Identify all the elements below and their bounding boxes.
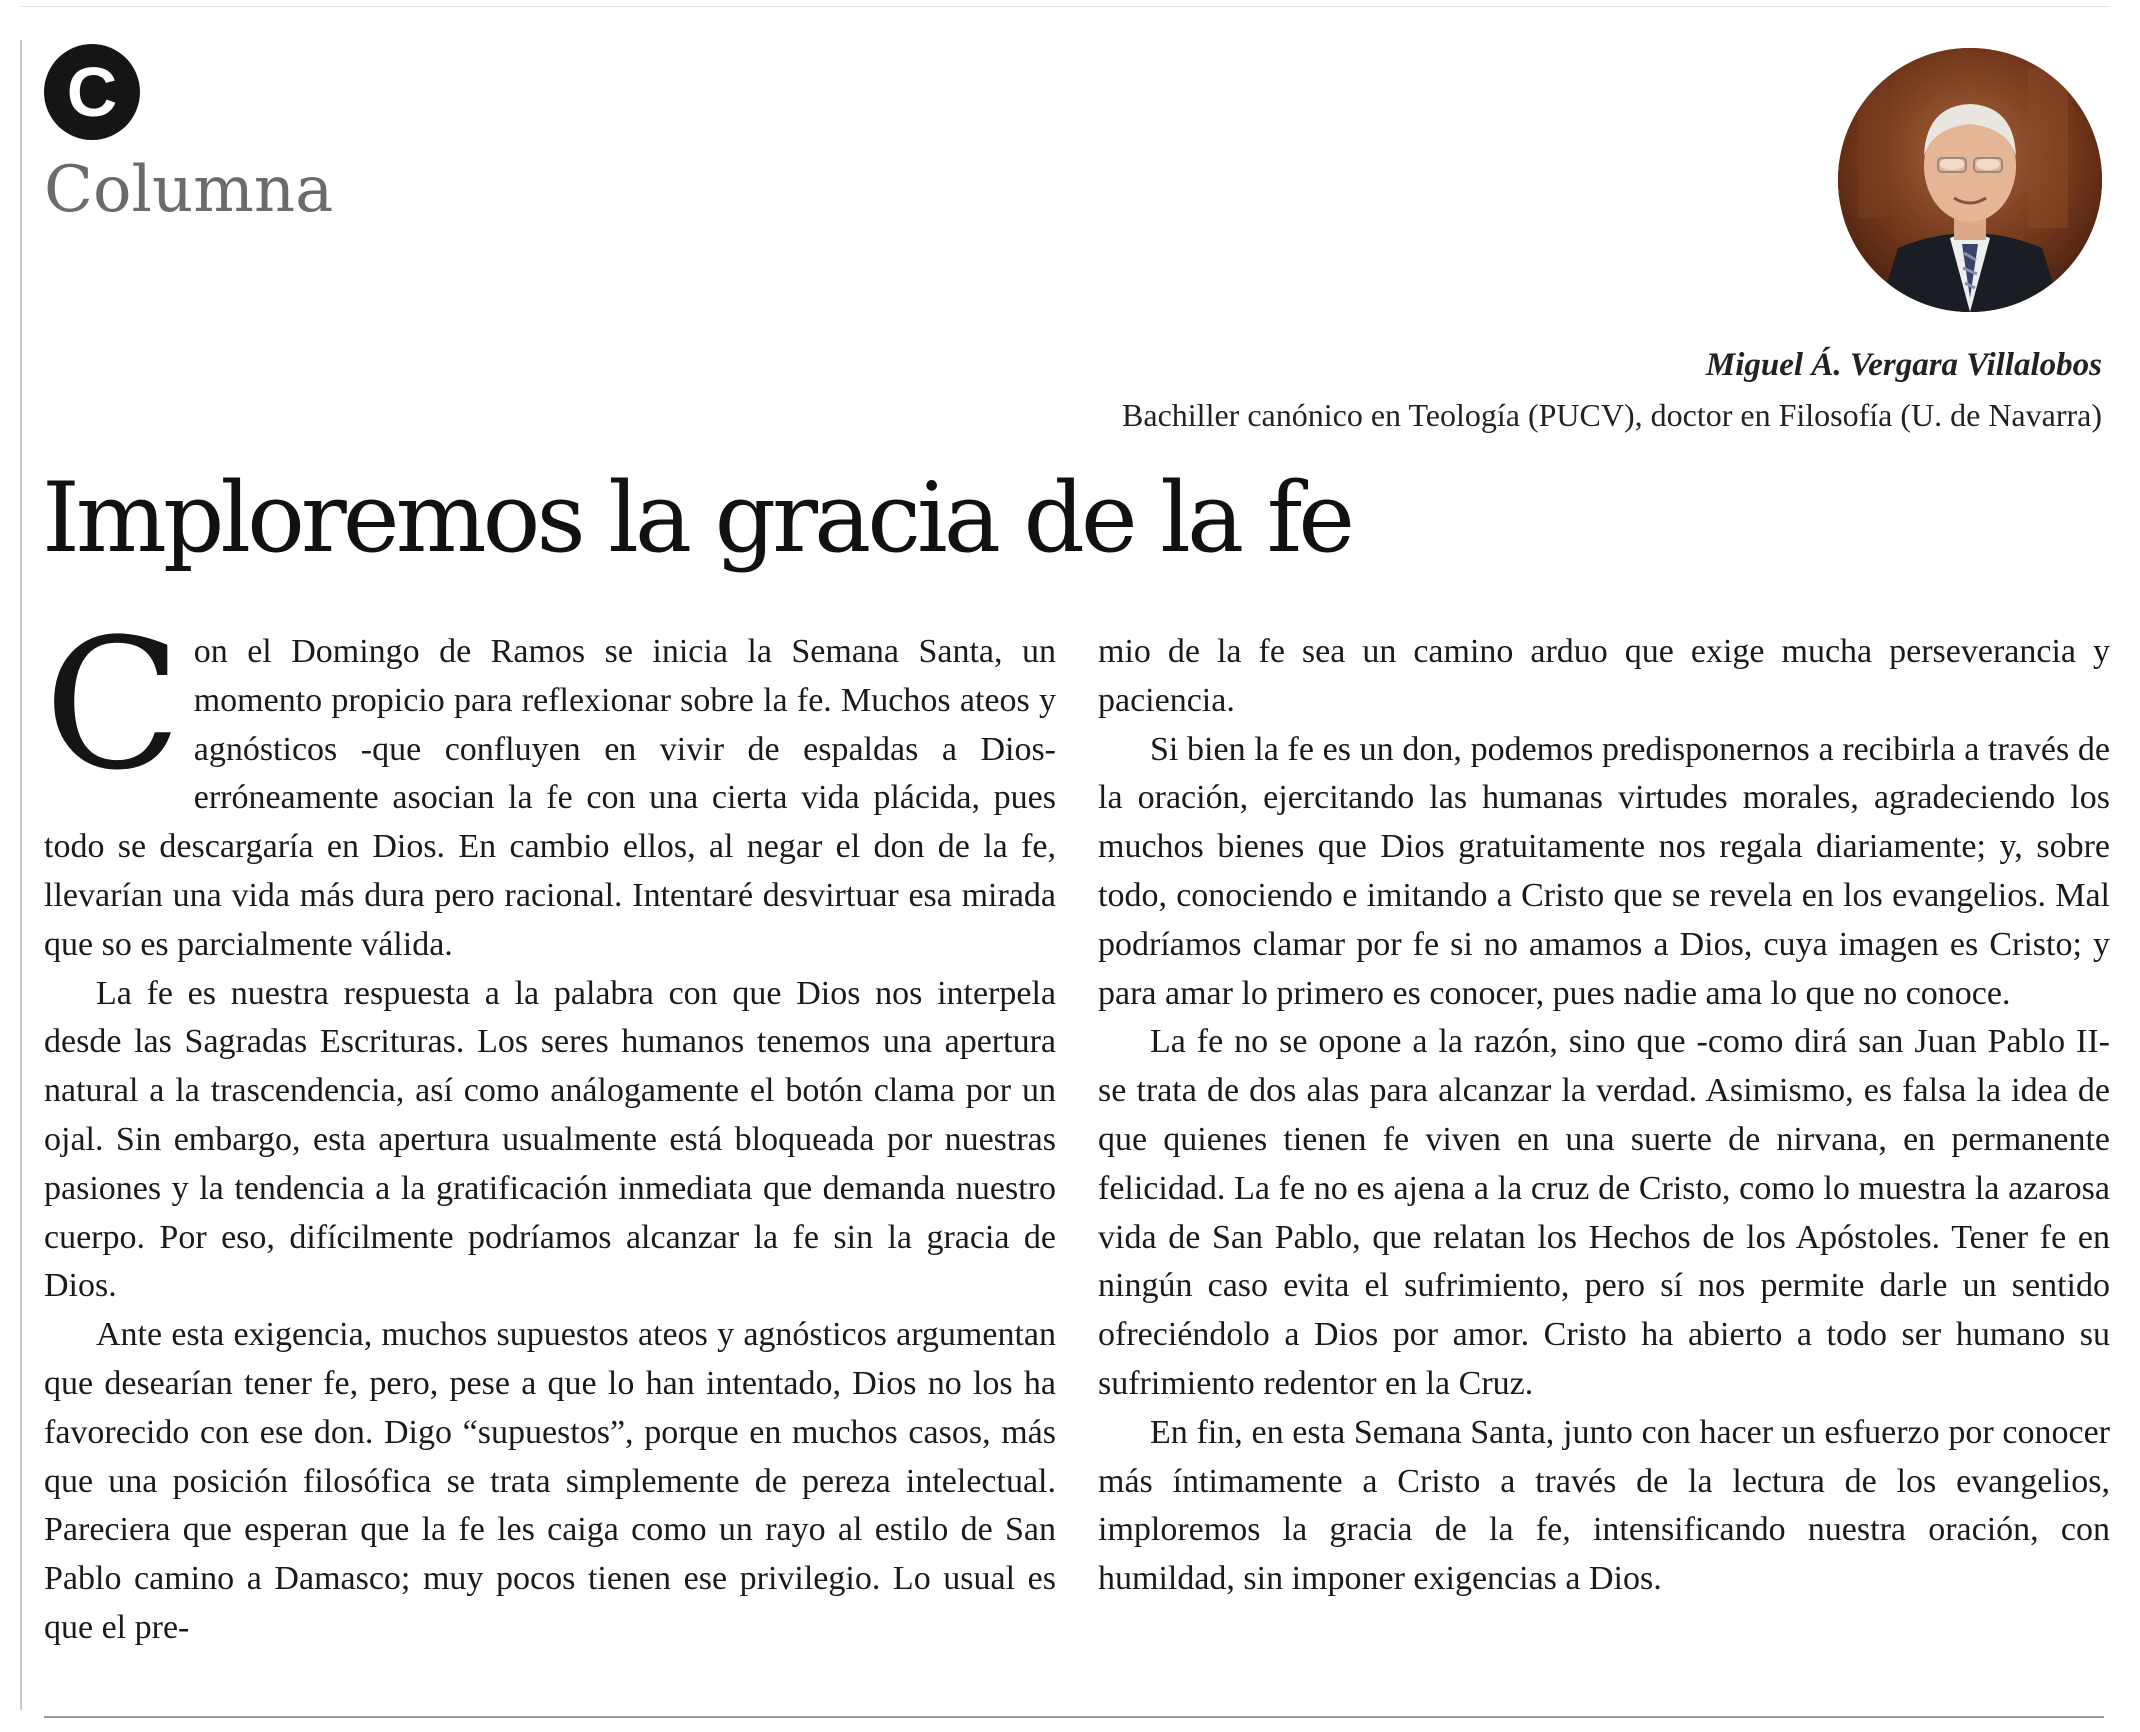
left-margin-rule bbox=[20, 40, 22, 1710]
section-badge-letter: C bbox=[66, 53, 118, 131]
author-name: Miguel Á. Vergara Villalobos bbox=[1705, 347, 2102, 383]
bottom-divider bbox=[44, 1716, 2104, 1718]
author-credentials: Bachiller canónico en Teología (PUCV), doctor en Filosofía (U. de Navarra) bbox=[1122, 397, 2102, 433]
article-paragraph: Ante esta exigencia, muchos supuestos ateos y agnósticos argumentan que desearían tener fe, pero, pese a que lo han intentado, Dios no los ha favorecido con ese don. Digo “supuestos”, porque en muchos casos, más que una posición filosófica se trata simplemente de pereza intelectual. Pareciera que esperan que la fe les caiga como un rayo al estilo de San Pablo camino a Damasco; muy pocos tienen ese privilegio. Lo usual es que el pre- bbox=[44, 1316, 1056, 1646]
article-paragraph: La fe no se opone a la razón, sino que -como dirá san Juan Pablo II- se trata de dos alas para alcanzar la verdad. Asimismo, es falsa la idea de que quienes tienen fe viven en una suerte de nirvana, en permanente felicidad. La fe no es ajena a la cruz de Cristo, como lo muestra la azarosa vida de San Pablo, que relatan los Hechos de los Apóstoles. Tener fe en ningún caso evita el sufrimiento, pero sí nos permite darle un sentido ofreciéndolo a Dios por amor. Cristo ha abierto a todo ser humano su sufrimiento redentor en la Cruz. bbox=[1098, 1023, 2110, 1402]
author-portrait-icon bbox=[1838, 48, 2102, 312]
article-paragraph: La fe es nuestra respuesta a la palabra con que Dios nos interpela desde las Sagradas Escrituras. Los seres humanos tenemos una apertura natural a la trascendencia, así como análogamente el botón clama por un ojal. Sin embargo, esta apertura usualmente está bloqueada por nuestras pasiones y la tendencia a la gratificación inmediata que demanda nuestro cuerpo. Por eso, difícilmente podríamos alcanzar la fe sin la gracia de Dios. bbox=[44, 974, 1056, 1305]
top-divider bbox=[20, 6, 2110, 7]
article-column-right bbox=[1098, 628, 2110, 1604]
article-paragraph: mio de la fe sea un camino arduo que exige mucha perseverancia y paciencia. bbox=[1098, 633, 2110, 719]
author-photo bbox=[1838, 48, 2102, 312]
paragraph-text: on el Domingo de Ramos se inicia la Semana Santa, un momento propicio para reflexionar sobre la fe. Muchos ateos y agnósticos -que confluyen en vivir de espaldas a Dios- erróneamente asocian la fe con una cierta vida plácida, pues todo se descargaría en Dios. En cambio ellos, al negar el don de la fe, llevarían una vida más dura pero racional. Intentaré desvirtuar esa mirada que so es parcialmente válida. bbox=[44, 633, 1056, 963]
section-badge-icon bbox=[44, 44, 140, 140]
article-paragraph: En fin, en esta Semana Santa, junto con hacer un esfuerzo por conocer más íntimamente a Cristo a través de la lectura de los evangelios, imploremos la gracia de la fe, intensificando nuestra oración, con humildad, sin imponer exigencias a Dios. bbox=[1098, 1413, 2110, 1598]
article-paragraph bbox=[44, 601, 1056, 970]
article-column-left bbox=[44, 601, 1056, 1653]
drop-cap: C bbox=[44, 601, 182, 810]
section-label: Columna bbox=[44, 153, 334, 227]
article-paragraph: Si bien la fe es un don, podemos predisponernos a recibirla a través de la oración, ejercitando las humanas virtudes morales, agradeciendo los muchos bienes que Dios gratuitamente nos regala diariamente; y, sobre todo, conociendo e imitando a Cristo que se revela en los evangelios. Mal podríamos clamar por fe si no amamos a Dios, cuya imagen es Cristo; y para amar lo primero es conocer, pues nadie ama lo que no conoce. bbox=[1098, 730, 2110, 1012]
article-headline: Imploremos la gracia de la fe bbox=[42, 462, 1352, 574]
